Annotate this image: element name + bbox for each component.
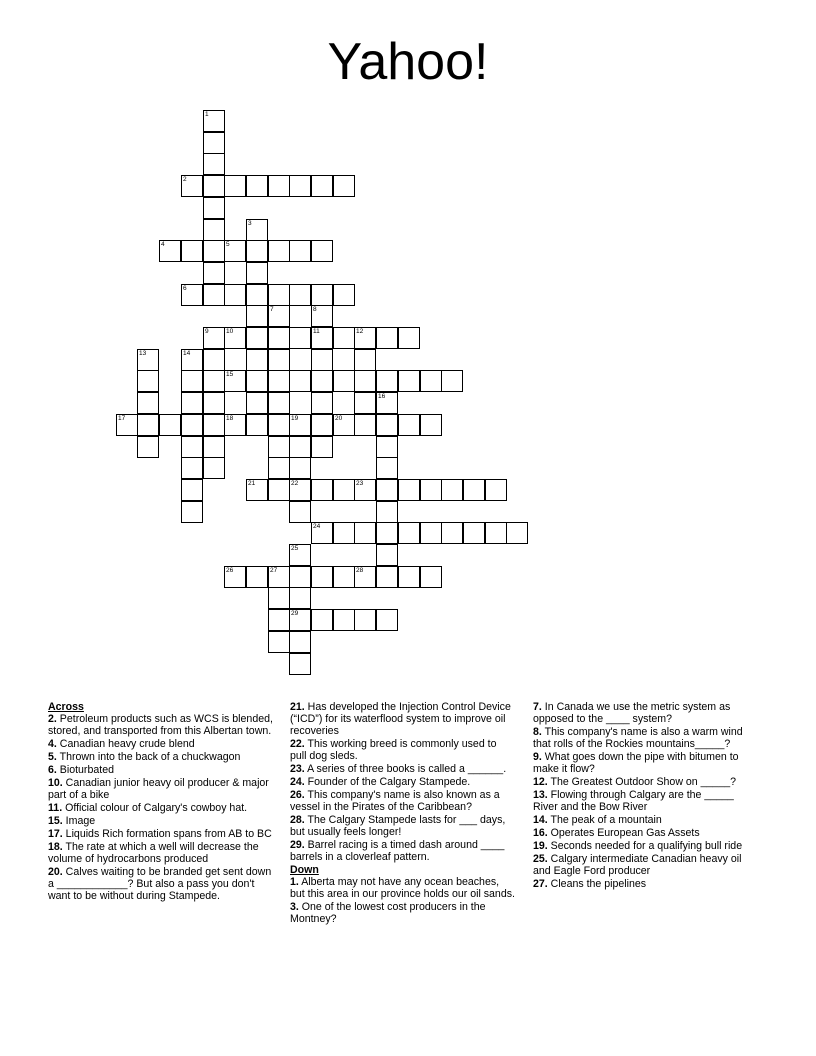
clue-number: 9 bbox=[205, 328, 209, 335]
clue-item-text: Flowing through Calgary are the _____ River and the Bow River bbox=[533, 789, 734, 813]
grid-cell[interactable] bbox=[268, 436, 290, 458]
grid-cell[interactable] bbox=[203, 370, 225, 392]
grid-cell[interactable] bbox=[203, 262, 225, 284]
clue-item-text: Operates European Gas Assets bbox=[547, 827, 700, 839]
grid-cell[interactable] bbox=[181, 392, 203, 414]
clue-item-number: 18. bbox=[48, 841, 63, 853]
grid-cell[interactable] bbox=[116, 414, 138, 436]
grid-cell[interactable] bbox=[354, 414, 376, 436]
grid-cell[interactable] bbox=[354, 392, 376, 414]
grid-cell[interactable] bbox=[289, 653, 311, 675]
clue-number: 12 bbox=[356, 328, 364, 335]
grid-cell[interactable] bbox=[311, 349, 333, 371]
grid-cell[interactable] bbox=[354, 609, 376, 631]
grid-cell[interactable] bbox=[268, 414, 290, 436]
clue-item bbox=[48, 777, 273, 801]
grid-cell[interactable] bbox=[246, 284, 268, 306]
clue-item-number: 23. bbox=[290, 763, 305, 775]
clue-item-number: 15. bbox=[48, 815, 63, 827]
clue-item-text: Canadian junior heavy oil producer & major part of a bike bbox=[48, 777, 269, 801]
grid-cell[interactable] bbox=[354, 479, 376, 501]
grid-cell[interactable] bbox=[311, 436, 333, 458]
grid-cell[interactable] bbox=[420, 522, 442, 544]
clue-number: 7 bbox=[270, 306, 274, 313]
grid-cell[interactable] bbox=[268, 609, 290, 631]
clue-item-text: The rate at which a well will decrease the volume of hydrocarbons produced bbox=[48, 841, 259, 865]
clue-item-text: Barrel racing is a timed dash around ____ barrels in a cloverleaf pattern. bbox=[290, 839, 505, 863]
clue-item-number: 25. bbox=[533, 853, 548, 865]
clue-item bbox=[533, 751, 758, 775]
grid-cell[interactable] bbox=[333, 370, 355, 392]
clue-item-text: The peak of a mountain bbox=[547, 814, 662, 826]
clue-item-text: What goes down the pipe with bitumen to make it flow? bbox=[533, 751, 739, 775]
clue-item bbox=[48, 713, 273, 737]
grid-cell[interactable] bbox=[376, 436, 398, 458]
grid-cell[interactable] bbox=[311, 240, 333, 262]
clue-item-number: 5. bbox=[48, 751, 57, 763]
grid-cell[interactable] bbox=[311, 414, 333, 436]
clue-item-number: 22. bbox=[290, 738, 305, 750]
clue-number: 3 bbox=[248, 220, 252, 227]
grid-cell[interactable] bbox=[441, 370, 463, 392]
clue-column-right bbox=[533, 701, 758, 891]
grid-cell[interactable] bbox=[268, 370, 290, 392]
grid-cell[interactable] bbox=[224, 414, 246, 436]
grid-cell[interactable] bbox=[246, 349, 268, 371]
grid-cell[interactable] bbox=[463, 479, 485, 501]
grid-cell[interactable] bbox=[159, 414, 181, 436]
grid-cell[interactable] bbox=[354, 327, 376, 349]
grid-cell[interactable] bbox=[420, 370, 442, 392]
grid-cell[interactable] bbox=[376, 479, 398, 501]
grid-cell[interactable] bbox=[181, 414, 203, 436]
grid-cell[interactable] bbox=[311, 284, 333, 306]
grid-cell[interactable] bbox=[485, 479, 507, 501]
clue-number: 8 bbox=[313, 306, 317, 313]
clue-item bbox=[533, 726, 758, 750]
clue-number: 23 bbox=[356, 480, 364, 487]
clue-item-text: Official colour of Calgary's cowboy hat. bbox=[62, 802, 248, 814]
grid-cell[interactable] bbox=[311, 522, 333, 544]
grid-cell[interactable] bbox=[289, 631, 311, 653]
grid-cell[interactable] bbox=[224, 566, 246, 588]
clue-item-text: This company's name is also known as a vessel in the Pirates of the Caribbean? bbox=[290, 789, 500, 813]
grid-cell[interactable] bbox=[311, 370, 333, 392]
grid-cell[interactable] bbox=[203, 392, 225, 414]
clue-item bbox=[533, 814, 758, 826]
across-heading: Across bbox=[48, 701, 84, 713]
clue-item-text: Bioturbated bbox=[56, 764, 114, 776]
clue-item bbox=[48, 764, 273, 776]
grid-cell[interactable] bbox=[203, 414, 225, 436]
clue-item-text: Thrown into the back of a chuckwagon bbox=[56, 751, 241, 763]
grid-cell[interactable] bbox=[376, 457, 398, 479]
clue-item-text: Petroleum products such as WCS is blended, stored, and transported from this Albertan town. bbox=[48, 713, 273, 737]
grid-cell[interactable] bbox=[311, 609, 333, 631]
clue-item bbox=[290, 763, 515, 775]
grid-cell[interactable] bbox=[181, 501, 203, 523]
clue-item-number: 24. bbox=[290, 776, 305, 788]
grid-cell[interactable] bbox=[376, 544, 398, 566]
grid-cell[interactable] bbox=[398, 566, 420, 588]
clue-item-number: 29. bbox=[290, 839, 305, 851]
clue-item bbox=[533, 840, 758, 852]
clue-number: 24 bbox=[313, 523, 321, 530]
grid-cell[interactable] bbox=[398, 522, 420, 544]
grid-cell[interactable] bbox=[289, 587, 311, 609]
clue-item-text: Seconds needed for a qualifying bull ride bbox=[547, 840, 743, 852]
grid-cell[interactable] bbox=[203, 436, 225, 458]
grid-cell[interactable] bbox=[398, 370, 420, 392]
grid-cell[interactable] bbox=[203, 240, 225, 262]
grid-cell[interactable] bbox=[506, 522, 528, 544]
clue-item bbox=[290, 814, 515, 838]
grid-cell[interactable] bbox=[333, 284, 355, 306]
clue-item bbox=[290, 776, 515, 788]
clue-item bbox=[533, 853, 758, 877]
clue-number: 18 bbox=[226, 415, 234, 422]
grid-cell[interactable] bbox=[289, 327, 311, 349]
clue-number: 15 bbox=[226, 371, 234, 378]
grid-cell[interactable] bbox=[246, 219, 268, 241]
grid-cell[interactable] bbox=[203, 457, 225, 479]
grid-cell[interactable] bbox=[376, 609, 398, 631]
grid-cell[interactable] bbox=[203, 175, 225, 197]
clue-item-number: 8. bbox=[533, 726, 542, 738]
clue-item bbox=[48, 751, 273, 763]
grid-cell[interactable] bbox=[420, 414, 442, 436]
clue-item bbox=[533, 789, 758, 813]
grid-cell[interactable] bbox=[354, 566, 376, 588]
clue-number: 13 bbox=[139, 350, 147, 357]
grid-cell[interactable] bbox=[354, 349, 376, 371]
grid-cell[interactable] bbox=[137, 392, 159, 414]
grid-cell[interactable] bbox=[203, 219, 225, 241]
grid-cell[interactable] bbox=[203, 132, 225, 154]
clue-item bbox=[533, 701, 758, 725]
clue-item bbox=[48, 738, 273, 750]
clue-item bbox=[533, 878, 758, 890]
grid-cell[interactable] bbox=[376, 327, 398, 349]
clue-item-text: Cleans the pipelines bbox=[547, 878, 647, 890]
clue-item-number: 2. bbox=[48, 713, 57, 725]
grid-cell[interactable] bbox=[246, 240, 268, 262]
grid-cell[interactable] bbox=[268, 349, 290, 371]
clue-item-number: 20. bbox=[48, 866, 63, 878]
grid-cell[interactable] bbox=[159, 240, 181, 262]
clue-item-text: The Calgary Stampede lasts for ___ days, but usually feels longer! bbox=[290, 814, 506, 838]
clue-item-text: The Greatest Outdoor Show on _____? bbox=[547, 776, 736, 788]
grid-cell[interactable] bbox=[224, 284, 246, 306]
clue-item-number: 7. bbox=[533, 701, 542, 713]
clue-item-number: 28. bbox=[290, 814, 305, 826]
down-clue-list-continued bbox=[533, 701, 758, 890]
grid-cell[interactable] bbox=[203, 327, 225, 349]
grid-cell[interactable] bbox=[376, 501, 398, 523]
puzzle-title: Yahoo! bbox=[327, 33, 489, 91]
grid-cell[interactable] bbox=[181, 284, 203, 306]
clue-item-number: 21. bbox=[290, 701, 305, 713]
grid-cell[interactable] bbox=[137, 414, 159, 436]
grid-cell[interactable] bbox=[203, 153, 225, 175]
grid-cell[interactable] bbox=[268, 631, 290, 653]
down-heading: Down bbox=[290, 864, 319, 876]
clue-item bbox=[290, 701, 515, 737]
clue-item bbox=[533, 827, 758, 839]
clue-number: 16 bbox=[378, 393, 386, 400]
clue-number: 4 bbox=[161, 241, 165, 248]
grid-cell[interactable] bbox=[333, 175, 355, 197]
clue-number: 17 bbox=[118, 415, 126, 422]
grid-cell[interactable] bbox=[203, 349, 225, 371]
grid-cell[interactable] bbox=[289, 457, 311, 479]
clue-number: 26 bbox=[226, 567, 234, 574]
across-clue-list-continued bbox=[290, 701, 515, 863]
grid-cell[interactable] bbox=[246, 392, 268, 414]
grid-cell[interactable] bbox=[268, 305, 290, 327]
grid-cell[interactable] bbox=[181, 349, 203, 371]
grid-cell[interactable] bbox=[376, 522, 398, 544]
grid-cell[interactable] bbox=[289, 240, 311, 262]
clue-item-number: 11. bbox=[48, 802, 63, 814]
grid-cell[interactable] bbox=[181, 240, 203, 262]
clue-number: 20 bbox=[335, 415, 343, 422]
grid-cell[interactable] bbox=[268, 284, 290, 306]
clue-item bbox=[48, 841, 273, 865]
grid-cell[interactable] bbox=[224, 175, 246, 197]
grid-cell[interactable] bbox=[376, 566, 398, 588]
grid-cell[interactable] bbox=[333, 566, 355, 588]
clue-item bbox=[533, 776, 758, 788]
grid-cell[interactable] bbox=[333, 479, 355, 501]
clue-item-text: Founder of the Calgary Stampede. bbox=[304, 776, 471, 788]
grid-cell[interactable] bbox=[246, 479, 268, 501]
clue-item bbox=[290, 901, 515, 925]
clue-column-left bbox=[48, 701, 273, 903]
grid-cell[interactable] bbox=[137, 370, 159, 392]
grid-cell[interactable] bbox=[246, 262, 268, 284]
grid-cell[interactable] bbox=[268, 566, 290, 588]
grid-cell[interactable] bbox=[333, 327, 355, 349]
clue-number: 19 bbox=[291, 415, 299, 422]
grid-cell[interactable] bbox=[246, 175, 268, 197]
grid-cell[interactable] bbox=[289, 414, 311, 436]
grid-cell[interactable] bbox=[311, 566, 333, 588]
clue-number: 5 bbox=[226, 241, 230, 248]
grid-cell[interactable] bbox=[420, 566, 442, 588]
grid-cell[interactable] bbox=[289, 370, 311, 392]
clue-item-number: 27. bbox=[533, 878, 548, 890]
grid-cell[interactable] bbox=[181, 436, 203, 458]
clue-item bbox=[48, 802, 273, 814]
grid-cell[interactable] bbox=[463, 522, 485, 544]
grid-cell[interactable] bbox=[289, 479, 311, 501]
clue-number: 21 bbox=[248, 480, 256, 487]
clue-item-text: Liquids Rich formation spans from AB to BC bbox=[62, 828, 272, 840]
grid-cell[interactable] bbox=[289, 175, 311, 197]
clue-item-number: 3. bbox=[290, 901, 299, 913]
grid-cell[interactable] bbox=[137, 436, 159, 458]
clue-item-text: Image bbox=[62, 815, 96, 827]
clue-item-text: A series of three books is called a ______. bbox=[304, 763, 507, 775]
clue-item bbox=[48, 866, 273, 902]
grid-cell[interactable] bbox=[289, 544, 311, 566]
clue-item-number: 13. bbox=[533, 789, 548, 801]
clue-item-number: 26. bbox=[290, 789, 305, 801]
clue-item-text: One of the lowest cost producers in the Montney? bbox=[290, 901, 486, 925]
grid-cell[interactable] bbox=[354, 522, 376, 544]
clue-item-number: 12. bbox=[533, 776, 548, 788]
grid-cell[interactable] bbox=[246, 566, 268, 588]
clue-number: 10 bbox=[226, 328, 234, 335]
grid-cell[interactable] bbox=[398, 414, 420, 436]
clue-item-number: 16. bbox=[533, 827, 548, 839]
grid-cell[interactable] bbox=[268, 392, 290, 414]
clue-item bbox=[290, 738, 515, 762]
grid-cell[interactable] bbox=[137, 349, 159, 371]
grid-cell[interactable] bbox=[311, 305, 333, 327]
grid-cell[interactable] bbox=[246, 370, 268, 392]
clue-number: 29 bbox=[291, 610, 299, 617]
grid-cell[interactable] bbox=[203, 284, 225, 306]
clue-number: 6 bbox=[183, 285, 187, 292]
grid-cell[interactable] bbox=[398, 479, 420, 501]
grid-cell[interactable] bbox=[333, 609, 355, 631]
clue-item bbox=[290, 839, 515, 863]
down-clue-list bbox=[290, 876, 515, 925]
grid-cell[interactable] bbox=[268, 175, 290, 197]
grid-cell[interactable] bbox=[268, 457, 290, 479]
grid-cell[interactable] bbox=[181, 175, 203, 197]
clue-item-text: This working breed is commonly used to pull dog sleds. bbox=[290, 738, 497, 762]
grid-cell[interactable] bbox=[311, 479, 333, 501]
clue-item-text: Calgary intermediate Canadian heavy oil and Eagle Ford producer bbox=[533, 853, 742, 877]
clue-item-text: Has developed the Injection Control Device (“ICD”) for its waterflood system to improve oil recoveries bbox=[290, 701, 511, 737]
grid-cell[interactable] bbox=[376, 392, 398, 414]
clue-item-text: In Canada we use the metric system as opposed to the ____ system? bbox=[533, 701, 731, 725]
grid-cell[interactable] bbox=[311, 327, 333, 349]
grid-cell[interactable] bbox=[376, 370, 398, 392]
grid-cell[interactable] bbox=[289, 501, 311, 523]
grid-cell[interactable] bbox=[268, 327, 290, 349]
clue-item-number: 14. bbox=[533, 814, 548, 826]
grid-cell[interactable] bbox=[224, 370, 246, 392]
clue-number: 11 bbox=[313, 328, 320, 335]
clue-item-number: 1. bbox=[290, 876, 299, 888]
grid-cell[interactable] bbox=[203, 197, 225, 219]
grid-cell[interactable] bbox=[311, 392, 333, 414]
grid-cell[interactable] bbox=[485, 522, 507, 544]
grid-cell[interactable] bbox=[268, 240, 290, 262]
grid-cell[interactable] bbox=[289, 436, 311, 458]
grid-cell[interactable] bbox=[354, 370, 376, 392]
clue-number: 1 bbox=[205, 111, 209, 118]
clue-item-number: 6. bbox=[48, 764, 57, 776]
grid-cell[interactable] bbox=[246, 414, 268, 436]
grid-cell[interactable] bbox=[311, 175, 333, 197]
clue-number: 28 bbox=[356, 567, 364, 574]
clue-item bbox=[290, 789, 515, 813]
across-clue-list bbox=[48, 713, 273, 902]
clue-item-text: Alberta may not have any ocean beaches, but this area in our province holds our oil sands. bbox=[290, 876, 515, 900]
clue-number: 2 bbox=[183, 176, 187, 183]
grid-cell[interactable] bbox=[289, 566, 311, 588]
clue-item-text: Canadian heavy crude blend bbox=[56, 738, 195, 750]
clue-number: 22 bbox=[291, 480, 299, 487]
grid-cell[interactable] bbox=[181, 370, 203, 392]
clue-item-number: 4. bbox=[48, 738, 57, 750]
grid-cell[interactable] bbox=[203, 110, 225, 132]
clue-item bbox=[48, 828, 273, 840]
grid-cell[interactable] bbox=[333, 522, 355, 544]
grid-cell[interactable] bbox=[181, 457, 203, 479]
grid-cell[interactable] bbox=[268, 587, 290, 609]
grid-cell[interactable] bbox=[224, 327, 246, 349]
grid-cell[interactable] bbox=[289, 284, 311, 306]
clue-item-number: 17. bbox=[48, 828, 63, 840]
grid-cell[interactable] bbox=[224, 240, 246, 262]
clue-item bbox=[290, 876, 515, 900]
clue-item-text: Calves waiting to be branded get sent down a ____________? But also a pass you don't want to be without during Stampede. bbox=[48, 866, 272, 902]
grid-cell[interactable] bbox=[420, 479, 442, 501]
grid-cell[interactable] bbox=[441, 479, 463, 501]
clue-number: 25 bbox=[291, 545, 299, 552]
clue-number: 14 bbox=[183, 350, 191, 357]
grid-cell[interactable] bbox=[181, 479, 203, 501]
grid-cell[interactable] bbox=[268, 479, 290, 501]
clue-item-number: 10. bbox=[48, 777, 63, 789]
grid-cell[interactable] bbox=[246, 327, 268, 349]
grid-cell[interactable] bbox=[333, 414, 355, 436]
clue-item bbox=[48, 815, 273, 827]
grid-cell[interactable] bbox=[441, 522, 463, 544]
clue-item-number: 9. bbox=[533, 751, 542, 763]
grid-cell[interactable] bbox=[246, 305, 268, 327]
grid-cell[interactable] bbox=[376, 414, 398, 436]
grid-cell[interactable] bbox=[289, 609, 311, 631]
clue-item-number: 19. bbox=[533, 840, 548, 852]
clue-number: 27 bbox=[270, 567, 278, 574]
clue-item-text: This company's name is also a warm wind that rolls of the Rockies mountains_____? bbox=[533, 726, 743, 750]
grid-cell[interactable] bbox=[398, 327, 420, 349]
clue-column-middle bbox=[290, 701, 515, 926]
